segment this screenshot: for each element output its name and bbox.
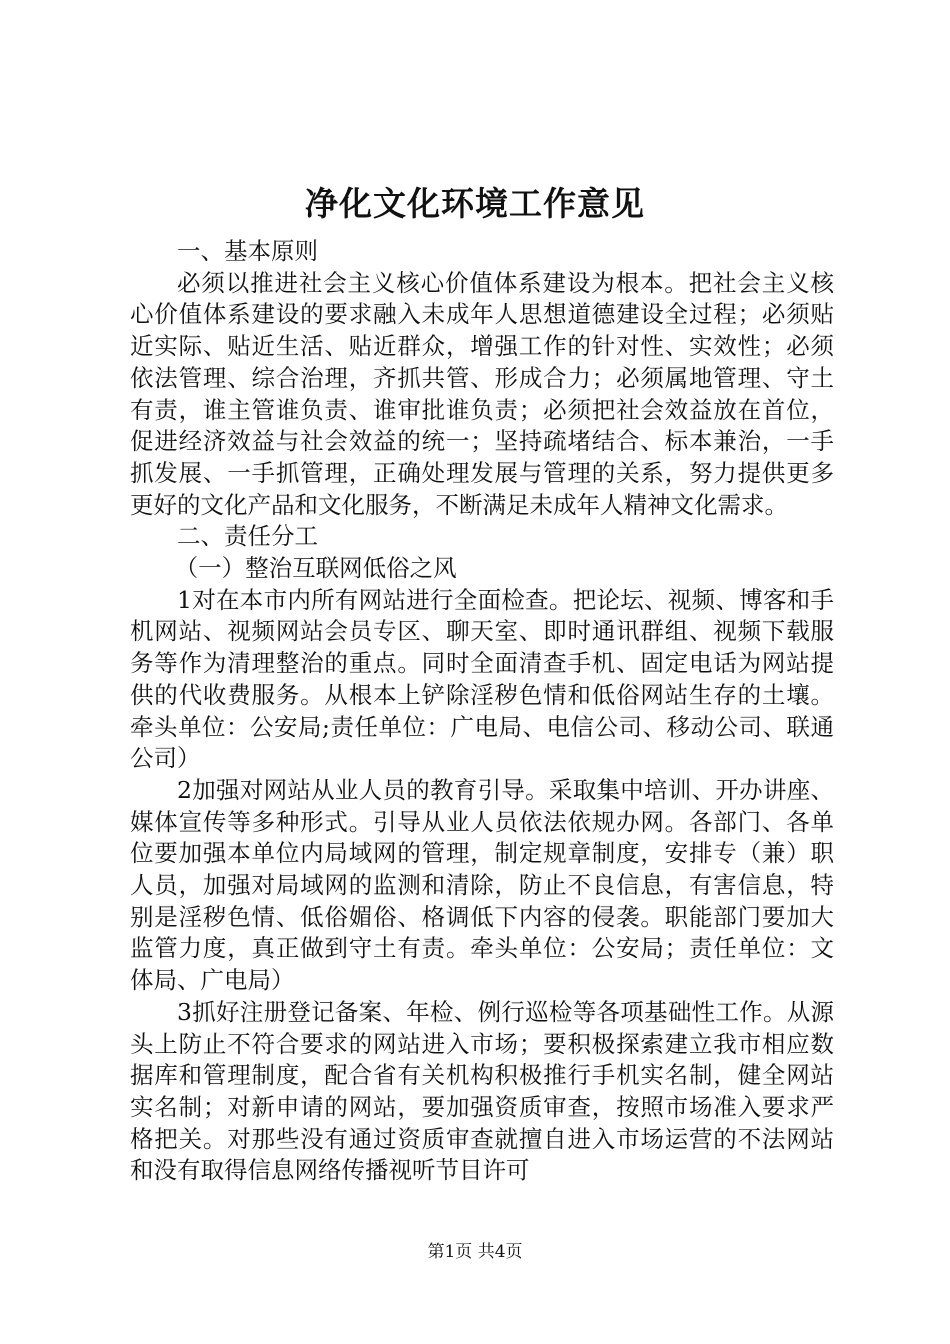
paragraph-item-3: 3抓好注册登记备案、年检、例行巡检等各项基础性工作。从源头上防止不符合要求的网站进入市场；要积极探索建立我市相应数据库和管理制度，配合省有关机构积极推行手机实名制，健全网站实名制；对新申请的网站，要加强资质审查，按照市场准入要求严格把关。对那些没有通过资质审查就擅自进入市场运营的不法网站和没有取得信息网络传播视听节目许可: [130, 997, 834, 1185]
paragraph-item-2: 2加强对网站从业人员的教育引导。采取集中培训、开办讲座、媒体宣传等多种形式。引导从业人员依法依规办网。各部门、各单位要加强本单位内局域网的管理，制定规章制度，安排专（兼）职人员，加强对局域网的监测和清除，防止不良信息，有害信息，特别是淫秽色情、低俗媚俗、格调低下内容的侵袭。职能部门要加大监管力度，真正做到守土有责。牵头单位：公安局；责任单位：文体局、广电局）: [130, 775, 834, 995]
section-heading-principles: 一、基本原则: [177, 237, 318, 265]
paragraph-item-1: 1对在本市内所有网站进行全面检查。把论坛、视频、博客和手机网站、视频网站会员专区、聊天室、即时通讯群组、视频下载服务等作为清理整治的重点。同时全面清查手机、固定电话为网站提供的代收费服务。从根本上铲除淫秽色情和低俗网站生存的土壤。牵头单位：公安局;责任单位：广电局、电信公司、移动公司、联通公司）: [130, 585, 834, 773]
section-heading-responsibilities: 二、责任分工: [177, 522, 318, 551]
subsection-heading-internet: （一）整治互联网低俗之风: [174, 554, 457, 583]
page-number-footer: 第1页 共4页: [427, 1242, 523, 1262]
document-body: [130, 236, 834, 1187]
document-title: 净化文化环境工作意见: [305, 184, 645, 223]
paragraph-principles: 必须以推进社会主义核心价值体系建设为根本。把社会主义核心价值体系建设的要求融入未成年人思想道德建设全过程；必须贴近实际、贴近生活、贴近群众，增强工作的针对性、实效性；必须依法管理、综合治理，齐抓共管、形成合力；必须属地管理、守土有责，谁主管谁负责、谁审批谁负责；必须把社会效益放在首位，促进经济效益与社会效益的统一；坚持疏堵结合、标本兼治，一手抓发展、一手抓管理，正确处理发展与管理的关系，努力提供更多更好的文化产品和文化服务，不断满足未成年人精神文化需求。: [130, 268, 834, 519]
